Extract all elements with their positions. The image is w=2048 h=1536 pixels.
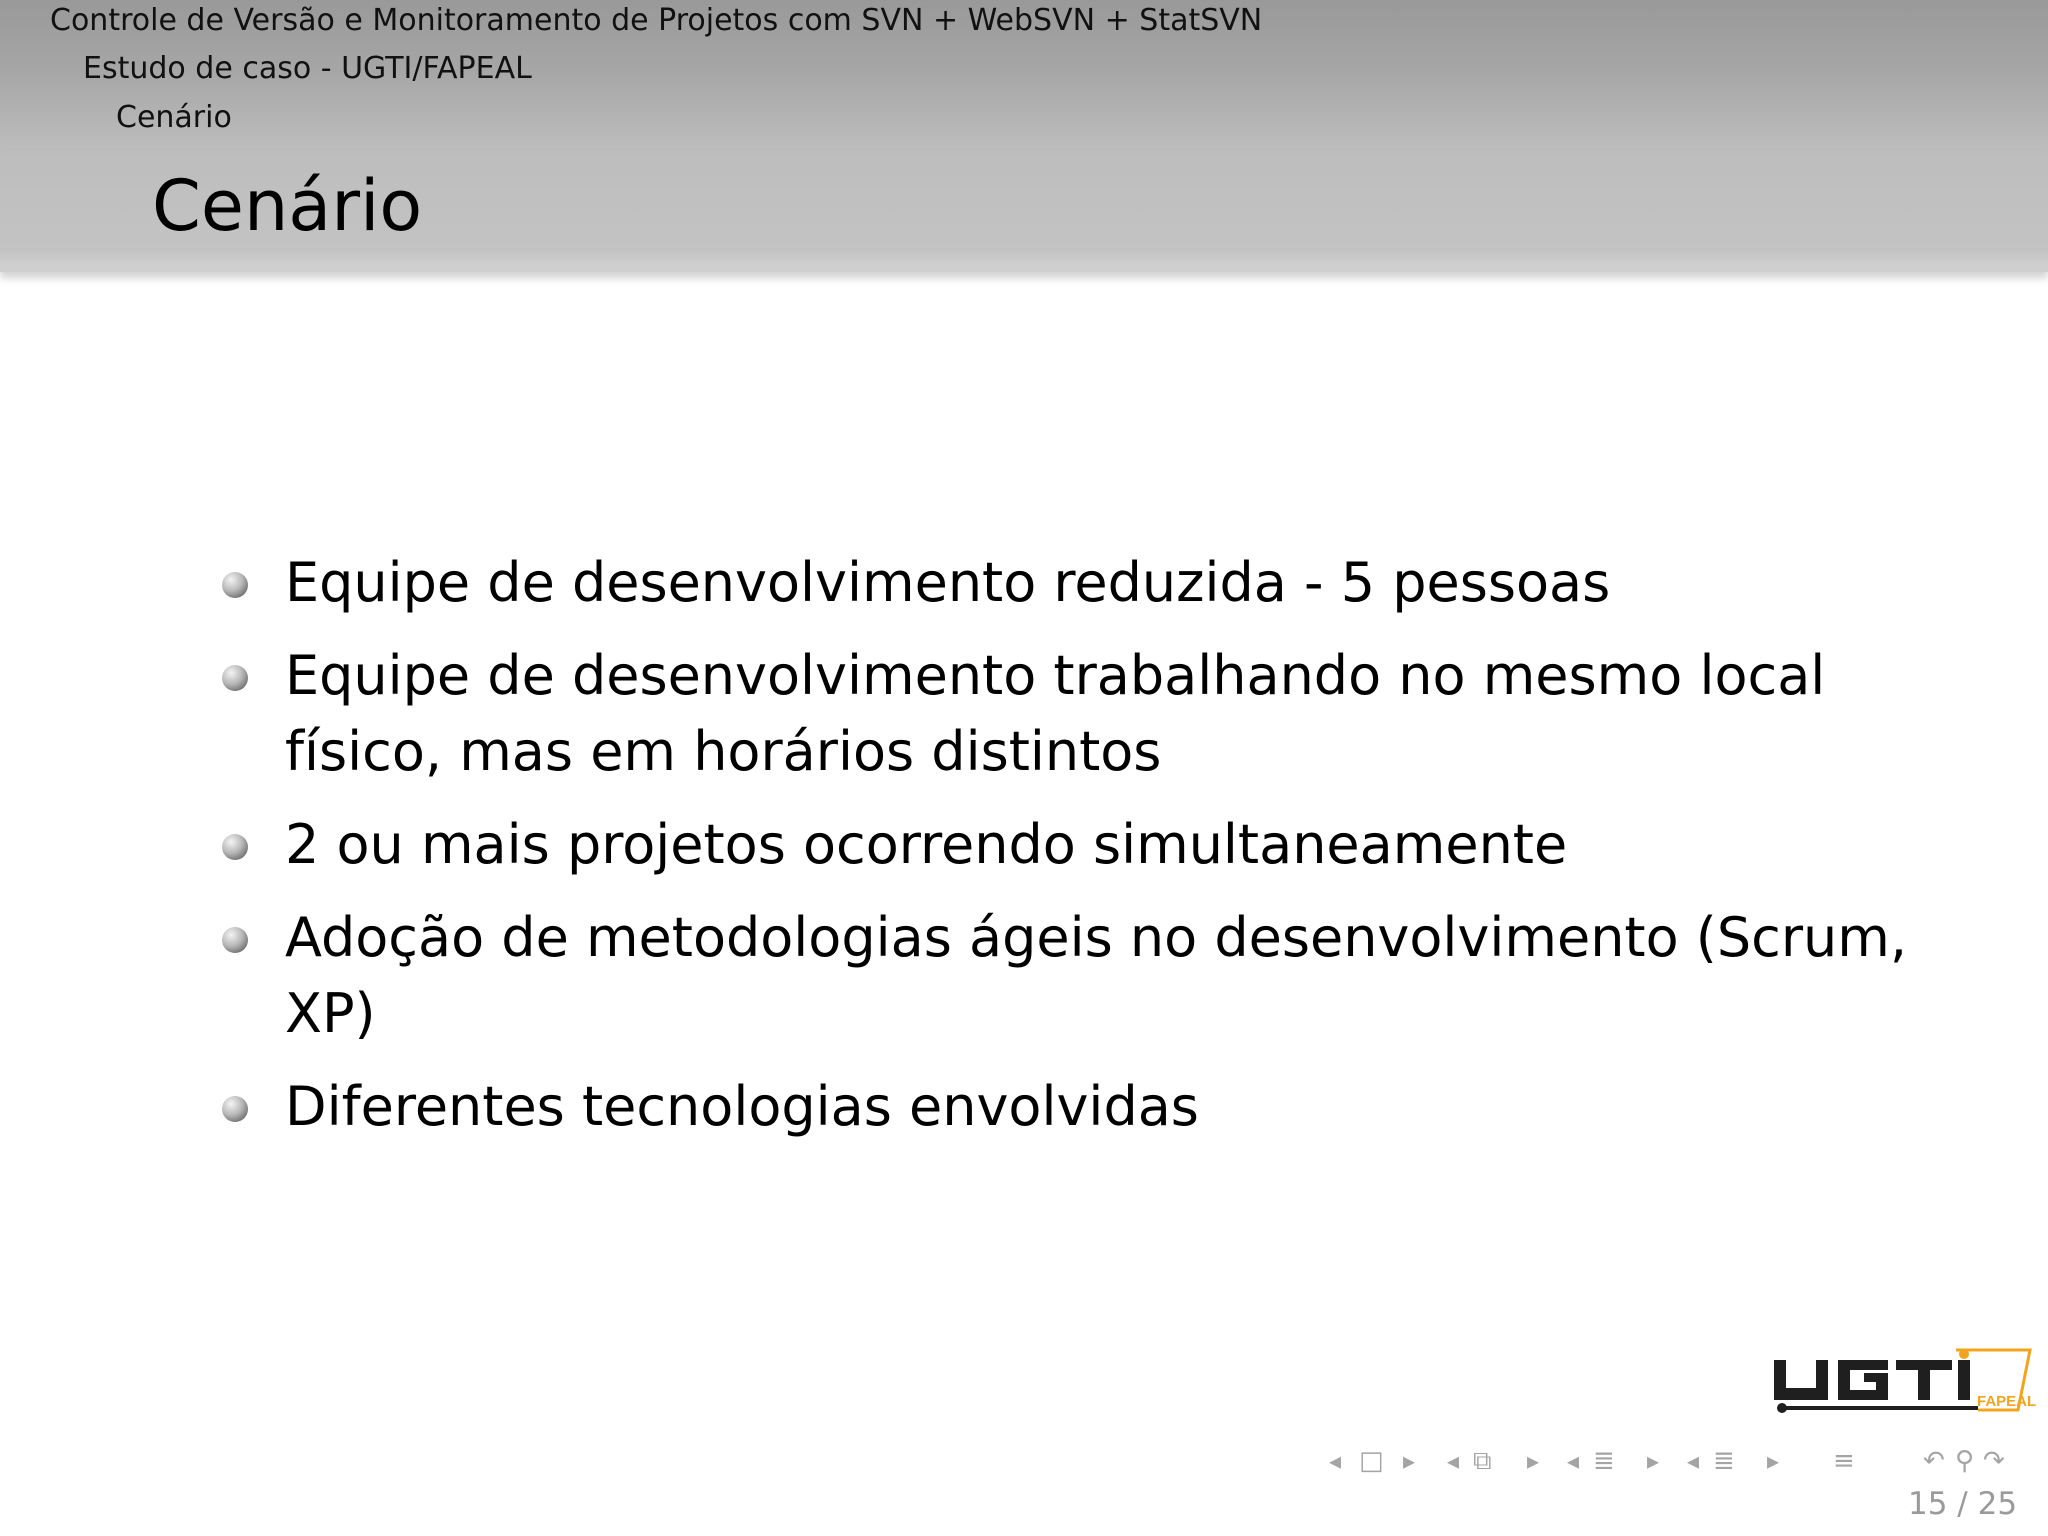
bullet-ball-icon	[222, 834, 248, 860]
page-number: 15 / 25	[1908, 1486, 2018, 1522]
list-item	[220, 807, 1940, 883]
presentation-next-arrow-icon[interactable]: ▸	[1767, 1447, 1780, 1475]
bullet-ball-icon	[222, 1096, 248, 1122]
navigation-bar	[1320, 1442, 2020, 1480]
list-item	[220, 900, 1940, 1052]
list-item-text: Adoção de metodologias ágeis no desenvolvimento (Scrum, XP)	[285, 906, 1908, 1045]
bullet-ball-icon	[222, 927, 248, 953]
breadcrumb-header	[0, 0, 2048, 150]
frame-prev-arrow-icon[interactable]: ◂	[1329, 1447, 1342, 1475]
breadcrumb-section[interactable]: Estudo de caso - UGTI/FAPEAL	[83, 51, 532, 86]
list-item	[220, 545, 1940, 621]
ugti-wordmark-logo	[1774, 1360, 1978, 1413]
list-item-text: Equipe de desenvolvimento reduzida - 5 pessoas	[285, 551, 1611, 614]
redo-icon[interactable]: ↷	[1983, 1446, 2005, 1476]
logo-subtext: FAPEAL	[1977, 1393, 2036, 1410]
subsection-icon[interactable]: ⧉	[1473, 1446, 1492, 1476]
frame-icon[interactable]: □	[1359, 1446, 1384, 1476]
bullet-ball-icon	[222, 665, 248, 691]
section-icon[interactable]: ≣	[1593, 1446, 1615, 1476]
list-item-text: 2 ou mais projetos ocorrendo simultaneamente	[285, 813, 1568, 876]
frame-title: Cenário	[152, 165, 423, 247]
list-item	[220, 1069, 1940, 1145]
section-prev-arrow-icon[interactable]: ◂	[1567, 1447, 1580, 1475]
subsection-next-arrow-icon[interactable]: ▸	[1527, 1447, 1540, 1475]
frame-next-arrow-icon[interactable]: ▸	[1403, 1447, 1416, 1475]
bullet-list	[220, 545, 1940, 1162]
ugti-fapeal-logo	[1768, 1348, 2036, 1430]
subsection-prev-arrow-icon[interactable]: ◂	[1447, 1447, 1460, 1475]
breadcrumb-subsection[interactable]: Cenário	[116, 100, 232, 135]
undo-icon[interactable]: ↶	[1923, 1446, 1945, 1476]
outline-icon[interactable]: ≣	[1713, 1446, 1735, 1476]
list-item-text: Diferentes tecnologias envolvidas	[285, 1075, 1199, 1138]
toc-icon[interactable]: ≡	[1833, 1446, 1855, 1476]
bullet-ball-icon	[222, 572, 248, 598]
section-next-arrow-icon[interactable]: ▸	[1647, 1447, 1660, 1475]
presentation-prev-arrow-icon[interactable]: ◂	[1687, 1447, 1700, 1475]
list-item-text: Equipe de desenvolvimento trabalhando no mesmo local físico, mas em horários distintos	[285, 644, 1826, 783]
search-icon[interactable]: ⚲	[1955, 1446, 1975, 1476]
breadcrumb-presentation-title[interactable]: Controle de Versão e Monitoramento de Projetos com SVN + WebSVN + StatSVN	[50, 3, 1263, 38]
list-item	[220, 638, 1940, 790]
